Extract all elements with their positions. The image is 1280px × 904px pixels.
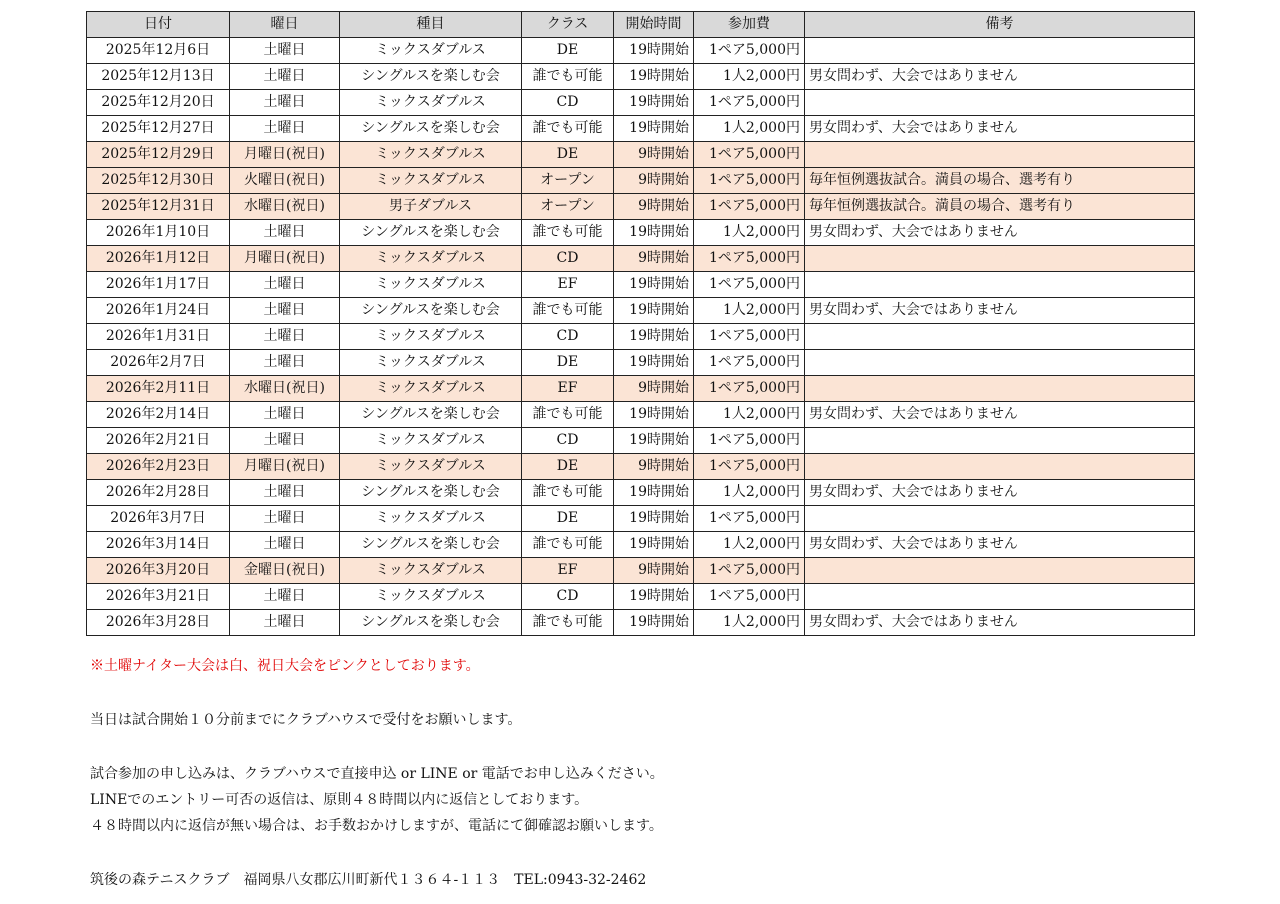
header-fee: 参加費 — [694, 12, 805, 38]
cell-class: CD — [522, 324, 614, 350]
cell-event: ミックスダブルス — [340, 246, 522, 272]
cell-fee: 1人2,000円 — [694, 610, 805, 636]
cell-class: CD — [522, 428, 614, 454]
line-reply-note: LINEでのエントリー可否の返信は、原則４８時間以内に返信としております。 — [90, 792, 589, 808]
table-row — [87, 558, 1195, 584]
cell-day: 土曜日 — [230, 428, 340, 454]
cell-class: オープン — [522, 168, 614, 194]
cell-start: 19時開始 — [614, 64, 694, 90]
cell-class: 誰でも可能 — [522, 298, 614, 324]
cell-fee: 1人2,000円 — [694, 220, 805, 246]
cell-day: 月曜日(祝日) — [230, 246, 340, 272]
cell-remarks — [805, 350, 1195, 376]
cell-day: 土曜日 — [230, 350, 340, 376]
cell-date: 2025年12月29日 — [87, 142, 230, 168]
cell-date: 2025年12月31日 — [87, 194, 230, 220]
table-row — [87, 376, 1195, 402]
cell-remarks: 男女問わず、大会ではありません — [805, 116, 1195, 142]
cell-start: 9時開始 — [614, 194, 694, 220]
cell-event: ミックスダブルス — [340, 428, 522, 454]
table-row — [87, 350, 1195, 376]
cell-event: ミックスダブルス — [340, 558, 522, 584]
cell-fee: 1ペア5,000円 — [694, 246, 805, 272]
cell-day: 土曜日 — [230, 90, 340, 116]
cell-remarks: 男女問わず、大会ではありません — [805, 610, 1195, 636]
cell-event: ミックスダブルス — [340, 350, 522, 376]
cell-fee: 1ペア5,000円 — [694, 142, 805, 168]
cell-day: 土曜日 — [230, 480, 340, 506]
cell-event: ミックスダブルス — [340, 168, 522, 194]
cell-start: 19時開始 — [614, 90, 694, 116]
cell-date: 2025年12月30日 — [87, 168, 230, 194]
cell-day: 土曜日 — [230, 610, 340, 636]
cell-fee: 1人2,000円 — [694, 64, 805, 90]
cell-remarks: 男女問わず、大会ではありません — [805, 220, 1195, 246]
cell-day: 土曜日 — [230, 532, 340, 558]
cell-class: EF — [522, 558, 614, 584]
table-row — [87, 324, 1195, 350]
cell-fee: 1人2,000円 — [694, 402, 805, 428]
cell-date: 2026年2月28日 — [87, 480, 230, 506]
table-row — [87, 298, 1195, 324]
cell-start: 9時開始 — [614, 246, 694, 272]
table-body — [87, 38, 1195, 636]
table-row — [87, 246, 1195, 272]
cell-date: 2025年12月6日 — [87, 38, 230, 64]
cell-remarks: 男女問わず、大会ではありません — [805, 64, 1195, 90]
cell-event: ミックスダブルス — [340, 142, 522, 168]
cell-fee: 1ペア5,000円 — [694, 272, 805, 298]
cell-start: 19時開始 — [614, 324, 694, 350]
cell-start: 19時開始 — [614, 350, 694, 376]
cell-date: 2026年3月20日 — [87, 558, 230, 584]
cell-class: 誰でも可能 — [522, 532, 614, 558]
cell-date: 2026年1月24日 — [87, 298, 230, 324]
cell-fee: 1ペア5,000円 — [694, 376, 805, 402]
cell-start: 19時開始 — [614, 532, 694, 558]
cell-day: 土曜日 — [230, 272, 340, 298]
cell-remarks: 男女問わず、大会ではありません — [805, 402, 1195, 428]
cell-fee: 1ペア5,000円 — [694, 454, 805, 480]
cell-event: シングルスを楽しむ会 — [340, 532, 522, 558]
table-row — [87, 454, 1195, 480]
cell-date: 2026年1月17日 — [87, 272, 230, 298]
cell-remarks — [805, 272, 1195, 298]
cell-event: ミックスダブルス — [340, 324, 522, 350]
cell-remarks — [805, 38, 1195, 64]
no-reply-note: ４８時間以内に返信が無い場合は、お手数おかけしますが、電話にて御確認お願いします。 — [90, 818, 663, 834]
cell-start: 19時開始 — [614, 584, 694, 610]
cell-event: ミックスダブルス — [340, 454, 522, 480]
table-row — [87, 584, 1195, 610]
cell-event: シングルスを楽しむ会 — [340, 480, 522, 506]
cell-day: 火曜日(祝日) — [230, 168, 340, 194]
cell-class: CD — [522, 246, 614, 272]
cell-date: 2025年12月27日 — [87, 116, 230, 142]
cell-event: ミックスダブルス — [340, 584, 522, 610]
table-row — [87, 532, 1195, 558]
cell-start: 19時開始 — [614, 402, 694, 428]
table-row — [87, 168, 1195, 194]
color-legend-note: ※土曜ナイター大会は白、祝日大会をピンクとしております。 — [90, 658, 480, 674]
cell-event: シングルスを楽しむ会 — [340, 220, 522, 246]
cell-remarks — [805, 454, 1195, 480]
reception-note: 当日は試合開始１０分前までにクラブハウスで受付をお願いします。 — [90, 712, 522, 728]
cell-day: 水曜日(祝日) — [230, 376, 340, 402]
cell-fee: 1ペア5,000円 — [694, 428, 805, 454]
cell-event: ミックスダブルス — [340, 38, 522, 64]
cell-class: DE — [522, 350, 614, 376]
cell-day: 月曜日(祝日) — [230, 454, 340, 480]
header-class: クラス — [522, 12, 614, 38]
cell-day: 土曜日 — [230, 38, 340, 64]
cell-day: 金曜日(祝日) — [230, 558, 340, 584]
table-row — [87, 506, 1195, 532]
cell-event: シングルスを楽しむ会 — [340, 402, 522, 428]
cell-start: 9時開始 — [614, 558, 694, 584]
cell-fee: 1ペア5,000円 — [694, 558, 805, 584]
cell-start: 9時開始 — [614, 168, 694, 194]
header-date: 日付 — [87, 12, 230, 38]
cell-start: 19時開始 — [614, 506, 694, 532]
cell-day: 土曜日 — [230, 116, 340, 142]
cell-fee: 1ペア5,000円 — [694, 168, 805, 194]
cell-remarks — [805, 324, 1195, 350]
cell-date: 2026年3月28日 — [87, 610, 230, 636]
cell-start: 19時開始 — [614, 220, 694, 246]
cell-date: 2025年12月13日 — [87, 64, 230, 90]
table-header-row — [87, 12, 1195, 38]
club-contact-footer: 筑後の森テニスクラブ 福岡県八女郡広川町新代１３６４-１１３ TEL:0943-32-2462 — [90, 872, 647, 888]
cell-start: 19時開始 — [614, 298, 694, 324]
cell-fee: 1ペア5,000円 — [694, 90, 805, 116]
table-row — [87, 90, 1195, 116]
cell-remarks — [805, 428, 1195, 454]
cell-day: 土曜日 — [230, 324, 340, 350]
cell-day: 土曜日 — [230, 298, 340, 324]
table-row — [87, 428, 1195, 454]
cell-remarks — [805, 142, 1195, 168]
cell-class: 誰でも可能 — [522, 610, 614, 636]
cell-fee: 1人2,000円 — [694, 532, 805, 558]
cell-date: 2025年12月20日 — [87, 90, 230, 116]
cell-event: ミックスダブルス — [340, 506, 522, 532]
cell-day: 土曜日 — [230, 402, 340, 428]
cell-start: 19時開始 — [614, 428, 694, 454]
table-row — [87, 402, 1195, 428]
table-row — [87, 272, 1195, 298]
table-row — [87, 142, 1195, 168]
table-row — [87, 64, 1195, 90]
cell-day: 月曜日(祝日) — [230, 142, 340, 168]
cell-event: シングルスを楽しむ会 — [340, 610, 522, 636]
cell-fee: 1ペア5,000円 — [694, 194, 805, 220]
cell-class: EF — [522, 272, 614, 298]
cell-remarks — [805, 506, 1195, 532]
cell-class: CD — [522, 584, 614, 610]
cell-start: 9時開始 — [614, 376, 694, 402]
cell-remarks: 男女問わず、大会ではありません — [805, 480, 1195, 506]
cell-class: CD — [522, 90, 614, 116]
cell-class: DE — [522, 506, 614, 532]
cell-fee: 1人2,000円 — [694, 116, 805, 142]
cell-event: ミックスダブルス — [340, 376, 522, 402]
cell-start: 19時開始 — [614, 116, 694, 142]
cell-class: オープン — [522, 194, 614, 220]
cell-date: 2026年2月23日 — [87, 454, 230, 480]
schedule-container — [86, 11, 1194, 636]
cell-fee: 1ペア5,000円 — [694, 584, 805, 610]
cell-remarks — [805, 558, 1195, 584]
table-row — [87, 38, 1195, 64]
cell-day: 土曜日 — [230, 584, 340, 610]
cell-remarks: 男女問わず、大会ではありません — [805, 532, 1195, 558]
table-row — [87, 610, 1195, 636]
cell-date: 2026年2月14日 — [87, 402, 230, 428]
cell-event: シングルスを楽しむ会 — [340, 64, 522, 90]
cell-remarks — [805, 376, 1195, 402]
cell-class: 誰でも可能 — [522, 64, 614, 90]
cell-date: 2026年1月12日 — [87, 246, 230, 272]
cell-event: シングルスを楽しむ会 — [340, 298, 522, 324]
cell-day: 土曜日 — [230, 64, 340, 90]
cell-date: 2026年2月11日 — [87, 376, 230, 402]
cell-start: 9時開始 — [614, 142, 694, 168]
cell-date: 2026年1月10日 — [87, 220, 230, 246]
table-row — [87, 116, 1195, 142]
cell-fee: 1ペア5,000円 — [694, 324, 805, 350]
table-row — [87, 480, 1195, 506]
cell-event: ミックスダブルス — [340, 90, 522, 116]
cell-fee: 1人2,000円 — [694, 480, 805, 506]
cell-event: ミックスダブルス — [340, 272, 522, 298]
cell-class: 誰でも可能 — [522, 220, 614, 246]
cell-remarks — [805, 246, 1195, 272]
cell-day: 土曜日 — [230, 220, 340, 246]
application-note: 試合参加の申し込みは、クラブハウスで直接申込 or LINE or 電話でお申し込みください。 — [90, 766, 664, 782]
cell-start: 19時開始 — [614, 38, 694, 64]
header-day: 曜日 — [230, 12, 340, 38]
cell-class: DE — [522, 454, 614, 480]
header-start-time: 開始時間 — [614, 12, 694, 38]
table-row — [87, 220, 1195, 246]
cell-day: 土曜日 — [230, 506, 340, 532]
cell-class: 誰でも可能 — [522, 116, 614, 142]
cell-fee: 1ペア5,000円 — [694, 350, 805, 376]
cell-start: 19時開始 — [614, 272, 694, 298]
cell-date: 2026年2月7日 — [87, 350, 230, 376]
cell-event: シングルスを楽しむ会 — [340, 116, 522, 142]
cell-class: 誰でも可能 — [522, 402, 614, 428]
cell-fee: 1ペア5,000円 — [694, 38, 805, 64]
cell-date: 2026年2月21日 — [87, 428, 230, 454]
cell-remarks — [805, 90, 1195, 116]
cell-event: 男子ダブルス — [340, 194, 522, 220]
cell-class: EF — [522, 376, 614, 402]
cell-start: 19時開始 — [614, 610, 694, 636]
header-event: 種目 — [340, 12, 522, 38]
cell-class: DE — [522, 142, 614, 168]
cell-start: 9時開始 — [614, 454, 694, 480]
table-row — [87, 194, 1195, 220]
cell-start: 19時開始 — [614, 480, 694, 506]
header-remarks: 備考 — [805, 12, 1195, 38]
cell-day: 水曜日(祝日) — [230, 194, 340, 220]
cell-remarks: 毎年恒例選抜試合。満員の場合、選考有り — [805, 168, 1195, 194]
cell-date: 2026年3月7日 — [87, 506, 230, 532]
cell-remarks: 毎年恒例選抜試合。満員の場合、選考有り — [805, 194, 1195, 220]
cell-class: DE — [522, 38, 614, 64]
cell-fee: 1人2,000円 — [694, 298, 805, 324]
cell-date: 2026年3月21日 — [87, 584, 230, 610]
cell-remarks: 男女問わず、大会ではありません — [805, 298, 1195, 324]
cell-date: 2026年3月14日 — [87, 532, 230, 558]
cell-fee: 1ペア5,000円 — [694, 506, 805, 532]
schedule-table — [86, 11, 1195, 636]
cell-remarks — [805, 584, 1195, 610]
cell-date: 2026年1月31日 — [87, 324, 230, 350]
cell-class: 誰でも可能 — [522, 480, 614, 506]
